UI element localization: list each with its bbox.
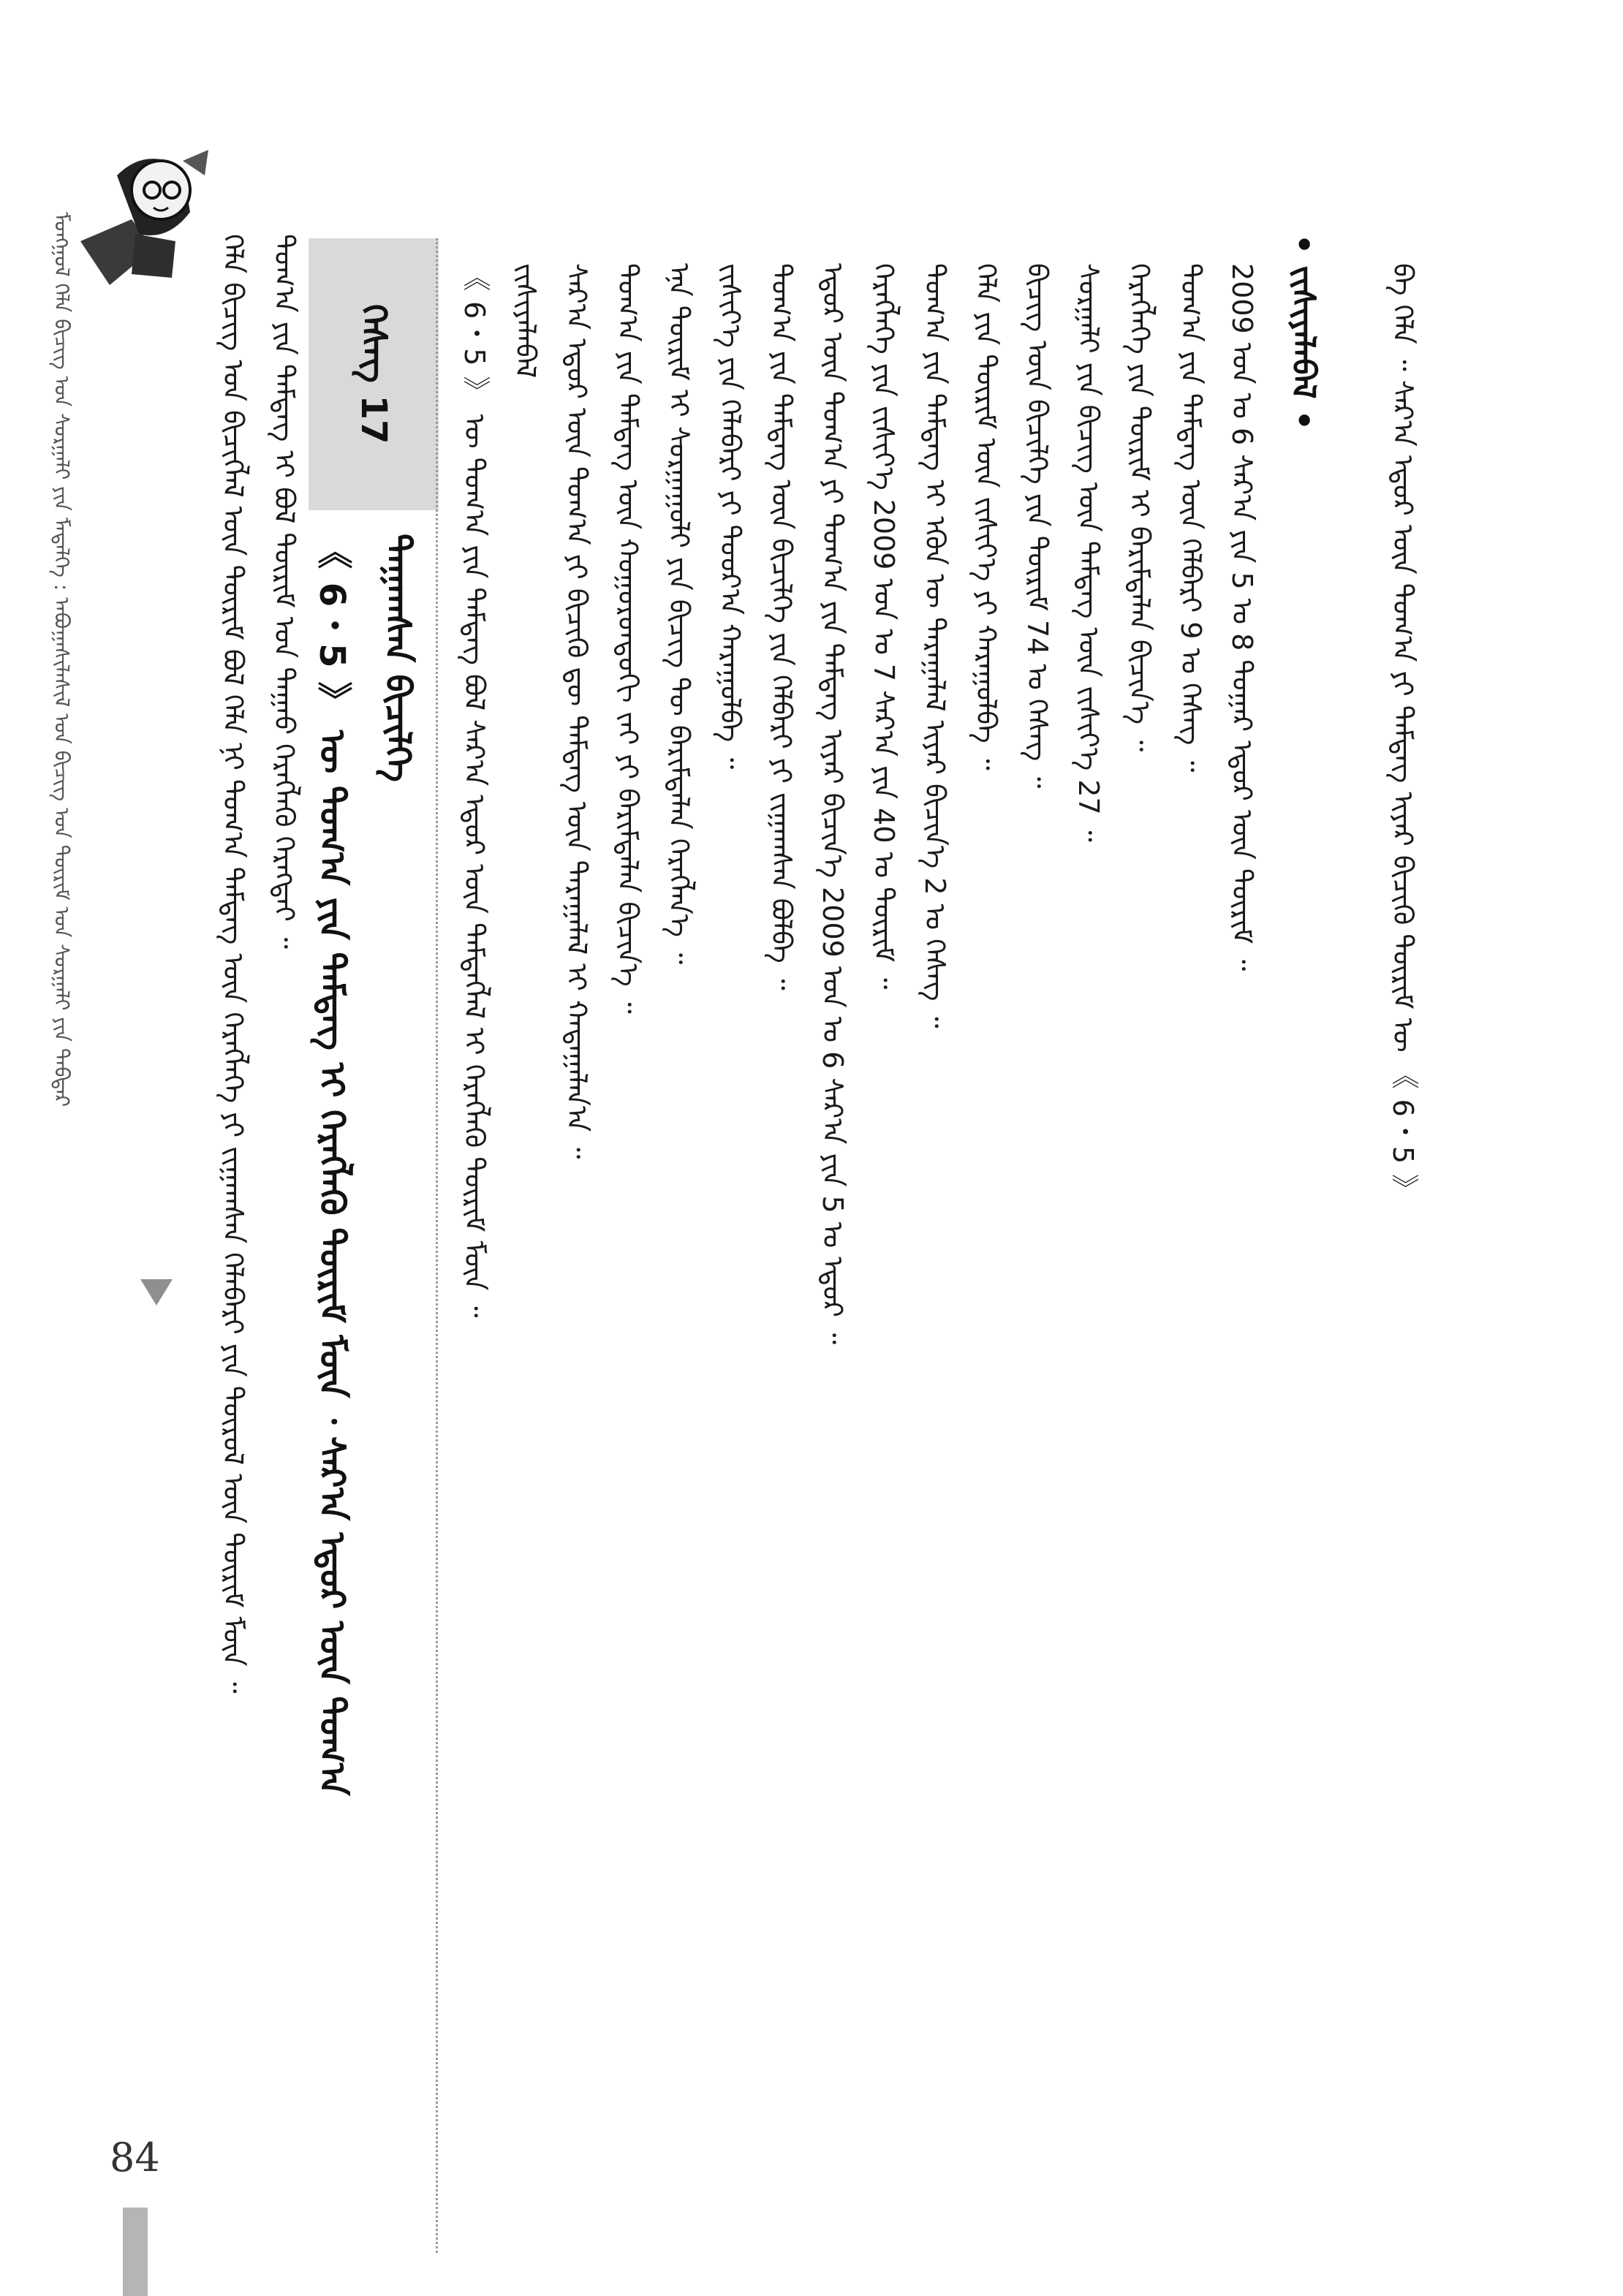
header-line: ᠪᠠ ᠬᠡᠯᠡ ᠃ ᠰᠠᠷ᠎ᠠ ᠡᠳᠦᠷ ᠦᠨ ᠲᠣᠭ᠎ᠠ ᠶᠢ ᠳᠡᠮᠳᠡᠭ ᠢᠶᠡᠷ ᠪᠢᠴᠢᠬᠦ ᠳᠦᠷᠢᠮ ᠦ 《 6・5 》 — [1387, 263, 1419, 1203]
section-subtitle: ᠳᠠᠭᠠᠭᠰᠠᠨ ᠪᠢᠴᠢᠯᠭᠡ — [377, 534, 418, 782]
paragraph-line-5: ᠡᠨᠡ ᠳᠦᠷᠢᠮ ᠢ ᠰᠤᠷᠭᠠᠭᠤᠯᠢ ᠶᠢᠨ ᠪᠢᠴᠢᠭ ᠲᠦ ᠪᠠᠷᠢᠮᠲᠠᠯᠠᠨ ᠬᠡᠷᠡᠭᠯᠡᠨ᠎ᠡ ᠃ — [663, 263, 695, 965]
page-edge-tab — [123, 2208, 148, 2296]
paragraph-line-13: ᠰᠤᠷᠭᠠᠯᠢ ᠶᠢᠨ ᠪᠢᠴᠢᠭ ᠦᠨ ᠳᠡᠮᠳᠡᠭ ᠦᠨ ᠵᠢᠱᠢᠶ᠎ᠡ 27 ᠃ — [1072, 263, 1105, 842]
dotted-divider — [436, 238, 438, 2253]
section-title: 《 6・5 》 ᠦ ᠲᠣᠭ᠎ᠠ ᠶᠢᠨ ᠳᠡᠮᠳᠡᠭ ᠢ ᠬᠡᠷᠡᠭᠯᠡᠬᠦ ᠳᠦᠷᠢᠮ ᠮᠥᠨ ᠂ ᠰᠠᠷ᠎ᠠ ᠡᠳᠦᠷ ᠦᠨ ᠲᠣᠭ᠎ᠠ — [311, 534, 352, 1796]
intro-line-1: ᠬᠡᠯᠡ ᠪᠢᠴᠢᠭ ᠤᠨ ᠪᠢᠴᠢᠭᠯᠡᠯ ᠦᠨ ᠳᠦᠷᠢᠮ ᠪᠣᠯ ᠬᠡᠯᠡ ᠨᠢ ᠲᠣᠭ᠎ᠠ ᠳᠡᠮᠳᠡᠭ ᠦᠨ ᠬᠡᠷᠡᠭᠯᠡᠭᠡ ᠶᠢ ᠵᠢᠭᠠᠭᠰᠠᠨ ᠬᠡᠯᠡᠪᠡᠷᠢ ᠶᠢᠨ ᠲᠦᠷᠦᠯ ᠦᠨ ᠳᠦᠷᠢᠮ ᠮᠥᠨ ᠃ — [217, 234, 249, 1694]
paragraph-line-7: ᠲᠣᠭ᠎ᠠ ᠶᠢᠨ ᠳᠡᠮᠳᠡᠭ ᠦᠨ ᠪᠢᠴᠢᠯᠭᠡ ᠶᠢᠨ ᠬᠡᠯᠪᠡᠷᠢ ᠶᠢ ᠵᠢᠭᠠᠭᠰᠠᠨ ᠪᠣᠯᠪᠠ ᠃ — [765, 263, 798, 990]
mascot-illustration — [66, 132, 227, 300]
paragraph-line-12: ᠪᠢᠴᠢᠭ ᠦᠨ ᠪᠢᠴᠢᠯᠭᠡ ᠶᠢᠨ ᠳᠦᠷᠢᠮ 74 ᠤ ᠬᠡᠰᠡᠭ ᠃ — [1021, 263, 1053, 789]
paragraph-line-1: 《 6・5 》 ᠦ ᠲᠣᠭ᠎ᠠ ᠶᠢᠨ ᠳᠡᠮᠳᠡᠭ ᠪᠣᠯ ᠰᠠᠷ᠎ᠠ ᠡᠳᠦᠷ ᠦᠨ ᠳᠡᠮᠳᠡᠭᠯᠡᠯ ᠢ ᠬᠡᠷᠡᠭᠯᠡᠬᠦ ᠳᠦᠷᠢᠮ ᠮᠥᠨ ᠃ — [458, 263, 491, 1318]
paragraph-line-8: ᠡᠳᠦᠷ ᠦᠨ ᠲᠣᠭ᠎ᠠ ᠶᠢ ᠲᠣᠭ᠎ᠠ ᠶᠢᠨ ᠳᠡᠮᠳᠡᠭ ᠢᠶᠡᠷ ᠪᠢᠴᠢᠨ᠎ᠡ 2009 ᠣᠨ ᠤ 6 ᠰᠠᠷ᠎ᠠ ᠶᠢᠨ 5 ᠤ ᠡᠳᠦᠷ ᠃ — [817, 263, 849, 1345]
paragraph-line-4: ᠲᠣᠭ᠎ᠠ ᠶᠢᠨ ᠳᠡᠮᠳᠡᠭ ᠦᠨ ᠬᠣᠭᠣᠷᠣᠨᠳᠣᠬᠢ ᠵᠠᠢ ᠶᠢ ᠪᠠᠷᠢᠮᠲᠠᠯᠠᠨ ᠪᠢᠴᠢᠨ᠎ᠡ ᠃ — [612, 263, 644, 1014]
paragraph-line-9: ᠬᠡᠷᠡᠭᠯᠡᠭᠡ ᠶᠢᠨ ᠵᠢᠱᠢᠶ᠎ᠡ 2009 ᠣᠨ ᠤ 7 ᠰᠠᠷ᠎ᠠ ᠶᠢᠨ 40 ᠤ ᠳᠦᠷᠢᠮ ᠃ — [868, 263, 900, 990]
paragraph-line-16: 2009 ᠣᠨ ᠤ 6 ᠰᠠᠷ᠎ᠠ ᠶᠢᠨ 5 ᠤ 8 ᠳᠤᠭᠠᠷ ᠡᠳᠦᠷ ᠦᠨ ᠳᠦᠷᠢᠮ ᠃ — [1226, 263, 1258, 971]
page-number: 84 — [110, 2134, 160, 2181]
bullet-heading: • ᠵᠢᠱᠢᠶᠡᠯᠡᠪᠡᠯ • — [1285, 234, 1322, 431]
section-number-label: ᠬᠡᠰᠡᠭ 17 — [353, 304, 394, 444]
intro-line-2: ᠲᠣᠭ᠎ᠠ ᠶᠢᠨ ᠳᠡᠮᠳᠡᠭ ᠢ ᠪᠣᠯ ᠳᠦᠷᠢᠮ ᠤᠨ ᠳᠠᠭᠠᠤ ᠬᠡᠷᠡᠭᠯᠡᠬᠦ ᠬᠡᠷᠡᠭᠲᠡᠢ ᠃ — [268, 234, 300, 950]
triangle-pointer-icon — [140, 1279, 173, 1306]
paragraph-line-6: ᠵᠢᠱᠢᠶ᠎ᠡ ᠶᠢᠨ ᠬᠡᠯᠡᠪᠡᠷᠢ ᠶᠢ ᠳᠣᠣᠷ᠎ᠠ ᠬᠠᠷᠠᠭᠤᠯᠪᠠ ᠃ — [714, 263, 746, 770]
paragraph-line-10: ᠲᠣᠭ᠎ᠠ ᠶᠢᠨ ᠳᠡᠮᠳᠡᠭ ᠢ ᠡᠭᠦᠨ ᠦ ᠳᠠᠷᠠᠭᠠᠯᠠᠯ ᠢᠶᠠᠷ ᠪᠢᠴᠢᠨ᠎ᠡ 2 ᠤ ᠬᠡᠰᠡᠭ ᠃ — [919, 263, 951, 1028]
running-header: ᠮᠣᠩᠭᠣᠯ ᠬᠡᠯᠡ ᠪᠢᠴᠢᠭ ᠤᠨ ᠰᠤᠷᠭᠠᠯᠢ ᠶᠢᠨ ᠮᠡᠳᠡᠯᠭᠡ : ᠠᠪᠤᠭᠠᠰᠢᠯᠠᠰᠢᠯ ᠤᠨ ᠪᠢᠴᠢᠭ ᠤᠨ ᠳᠦᠷᠢᠮ ᠤᠨ ᠰᠤᠷᠭᠠᠯᠢ ᠶᠢᠨ ᠳᠡᠪᠲᠡᠷ — [50, 212, 74, 1107]
paragraph-line-14: ᠬᠡᠷᠡᠭᠯᠡᠭᠡ ᠶᠢᠨ ᠳᠦᠷᠢᠮ ᠢ ᠪᠠᠷᠢᠮᠲᠠᠯᠠᠨ ᠪᠢᠴᠢᠨ᠎ᠡ ᠃ — [1124, 263, 1156, 752]
paragraph-line-3: ᠰᠠᠷ᠎ᠠ ᠡᠳᠦᠷ ᠦᠨ ᠲᠣᠭ᠎ᠠ ᠶᠢ ᠪᠢᠴᠢᠬᠦ ᠳᠦ ᠳᠡᠮᠳᠡᠭ ᠦᠨ ᠳᠠᠷᠠᠭᠠᠯᠠᠯ ᠢ ᠬᠠᠳᠠᠭᠠᠯᠠᠨ᠎ᠠ ᠃ — [561, 263, 593, 1159]
paragraph-line-11: ᠬᠡᠯᠡ ᠶᠢᠨ ᠳᠦᠷᠢᠮ ᠦᠨ ᠵᠢᠱᠢᠶ᠎ᠡ ᠶᠢ ᠬᠠᠷᠠᠭᠤᠯᠪᠠ ᠃ — [970, 263, 1002, 770]
paragraph-line-15: ᠲᠣᠭ᠎ᠠ ᠶᠢᠨ ᠳᠡᠮᠳᠡᠭ ᠦᠨ ᠬᠡᠯᠪᠡᠷᠢ 9 ᠤ ᠬᠡᠰᠡᠭ ᠃ — [1175, 263, 1207, 773]
section-number-box — [309, 238, 439, 510]
paragraph-line-2: ᠵᠢᠱᠢᠶᠡᠯᠡᠪᠡᠯ — [510, 263, 542, 379]
